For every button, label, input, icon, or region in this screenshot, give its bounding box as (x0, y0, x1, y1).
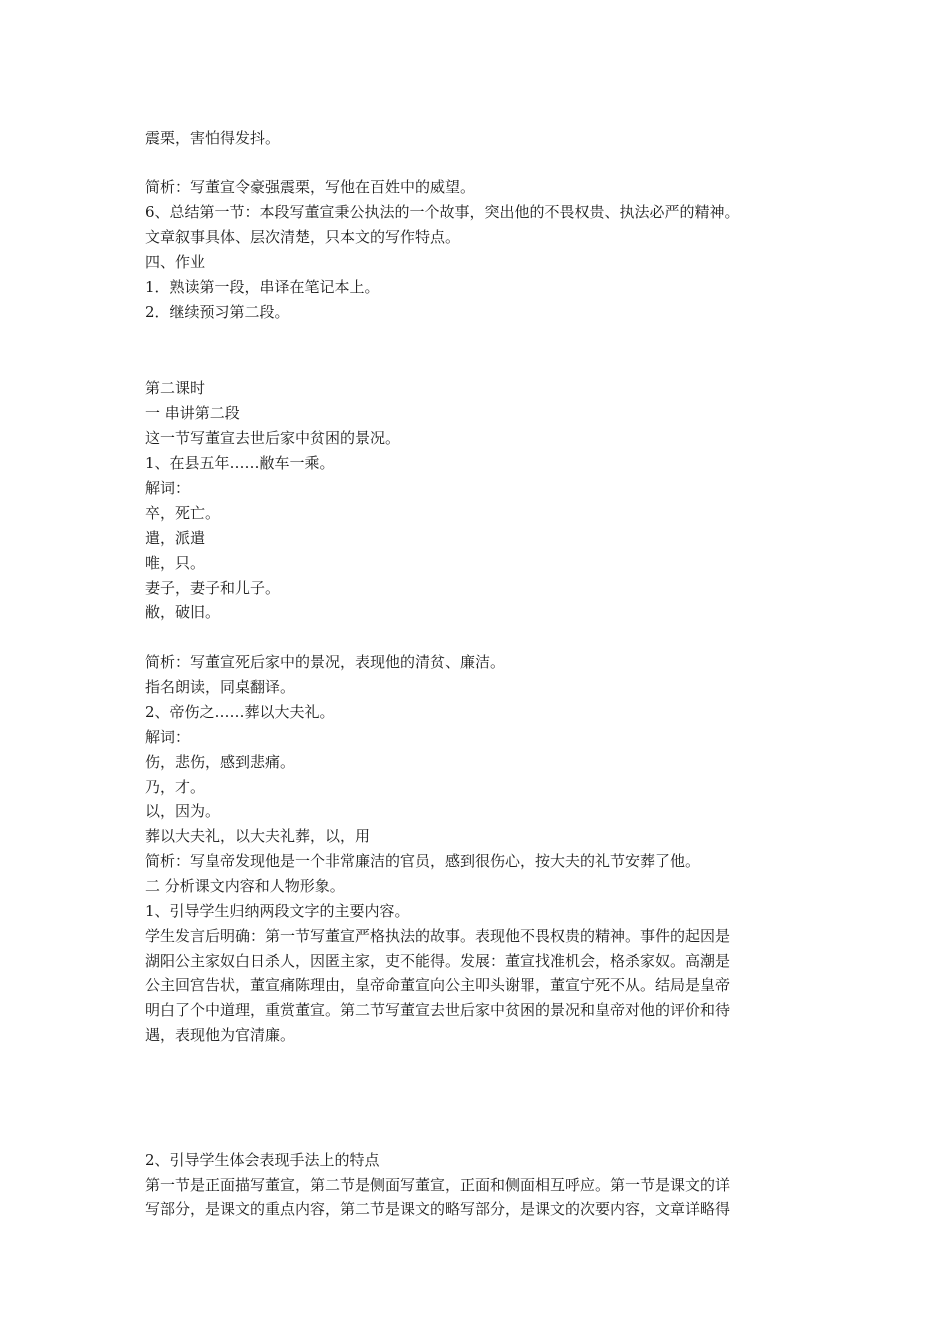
text-line: 解词： (145, 728, 191, 746)
text-line: 简析：写董宣令豪强震栗，写他在百姓中的威望。 (145, 178, 476, 196)
text-line: 2、引导学生体会表现手法上的特点 (145, 1151, 380, 1169)
text-line: 简析：写董宣死后家中的景况，表现他的清贫、廉洁。 (145, 653, 506, 671)
text-line: 遣，派遣 (145, 529, 206, 547)
text-line: 唯，只。 (145, 554, 206, 572)
text-line: 学生发言后明确：第一节写董宣严格执法的故事。表现他不畏权贵的精神。事件的起因是 (145, 927, 731, 945)
text-line: 湖阳公主家奴白日杀人，因匿主家，吏不能得。发展：董宣找准机会，格杀家奴。高潮是 (145, 952, 731, 970)
section-heading: 一 串讲第二段 (145, 404, 240, 422)
text-line: 写部分，是课文的重点内容，第二节是课文的略写部分，是课文的次要内容，文章详略得 (145, 1200, 731, 1218)
text-line: 乃，才。 (145, 778, 206, 796)
text-line: 文章叙事具体、层次清楚，只本文的写作特点。 (145, 228, 461, 246)
text-line: 这一节写董宣去世后家中贫困的景况。 (145, 429, 401, 447)
section-heading: 第二课时 (145, 379, 206, 397)
text-line: 卒，死亡。 (145, 504, 221, 522)
text-line: 1．熟读第一段，串译在笔记本上。 (145, 278, 380, 296)
text-line: 解词： (145, 479, 191, 497)
text-line: 伤，悲伤，感到悲痛。 (145, 753, 296, 771)
text-line: 以，因为。 (145, 802, 221, 820)
section-heading: 二 分析课文内容和人物形象。 (145, 877, 345, 895)
text-line: 第一节是正面描写董宣，第二节是侧面写董宣，正面和侧面相互呼应。第一节是课文的详 (145, 1176, 731, 1194)
section-heading: 四、作业 (145, 253, 206, 271)
text-line: 2．继续预习第二段。 (145, 303, 290, 321)
text-line: 遇，表现他为官清廉。 (145, 1026, 296, 1044)
text-line: 指名朗读，同桌翻译。 (145, 678, 296, 696)
text-line: 1、引导学生归纳两段文字的主要内容。 (145, 902, 410, 920)
text-line: 1、在县五年……敝车一乘。 (145, 454, 335, 472)
text-line: 公主回宫告状，董宣痛陈理由，皇帝命董宣向公主叩头谢罪，董宣宁死不从。结局是皇帝 (145, 976, 731, 994)
text-line: 2、帝伤之……葬以大夫礼。 (145, 703, 335, 721)
text-line: 妻子，妻子和儿子。 (145, 579, 281, 597)
text-line: 葬以大夫礼，以大夫礼葬，以，用 (145, 827, 371, 845)
text-line: 明白了个中道理，重赏董宣。第二节写董宣去世后家中贫困的景况和皇帝对他的评价和待 (145, 1001, 731, 1019)
text-line: 敝，破旧。 (145, 603, 221, 621)
text-line: 简析：写皇帝发现他是一个非常廉洁的官员，感到很伤心，按大夫的礼节安葬了他。 (145, 852, 701, 870)
text-line: 6、总结第一节：本段写董宣秉公执法的一个故事，突出他的不畏权贵、执法必严的精神。 (145, 203, 740, 221)
text-line: 震栗，害怕得发抖。 (145, 129, 281, 147)
